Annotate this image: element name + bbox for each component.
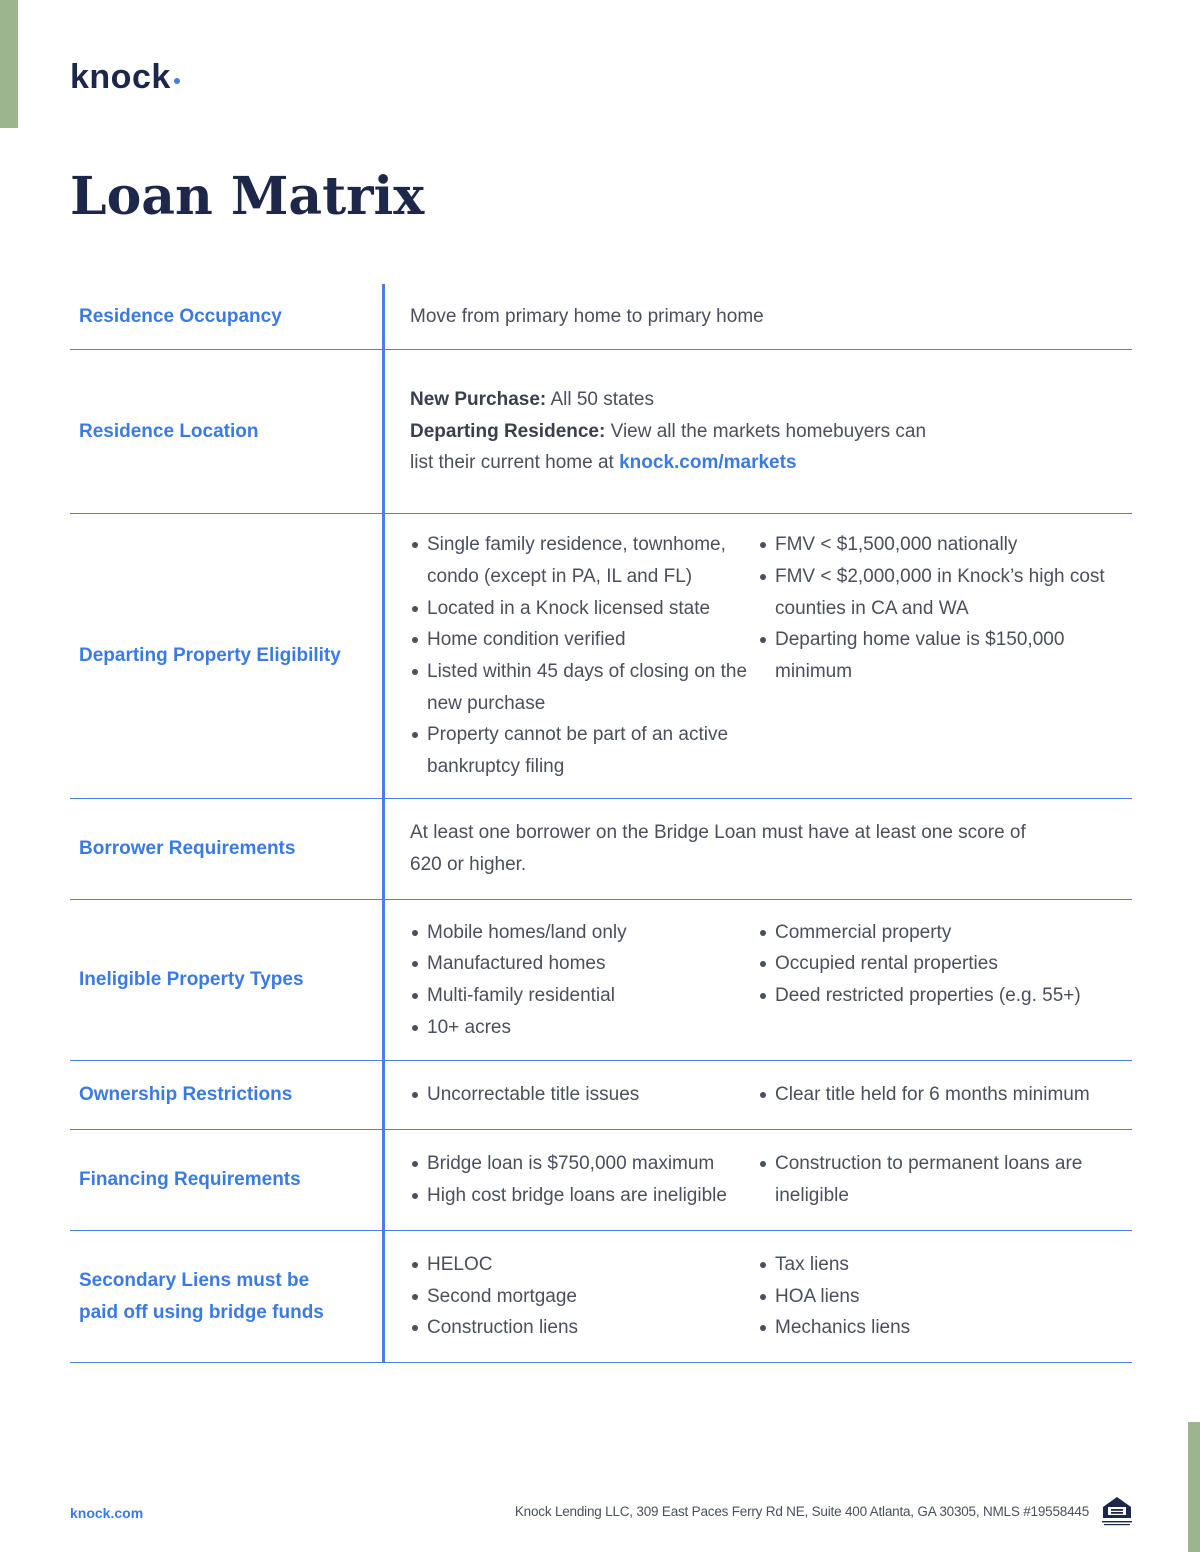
list-item: Property cannot be part of an active bankruptcy filing [410, 719, 758, 782]
list-item: Located in a Knock licensed state [410, 593, 758, 625]
bullet-list [410, 1079, 758, 1111]
loan-matrix-table [70, 284, 1132, 1363]
new-purchase-label: New Purchase: [410, 388, 547, 410]
list-item: Mobile homes/land only [410, 917, 758, 949]
logo-dot-icon [174, 78, 180, 84]
list-item: HELOC [410, 1249, 758, 1281]
bullet-list [410, 529, 758, 783]
row-label [70, 1265, 383, 1329]
row-label: Financing Requirements [79, 1169, 301, 1190]
departing-text: View all the markets homebuyers can [610, 420, 927, 442]
green-accent-tab-bottom [1188, 1422, 1200, 1552]
list-item: Mechanics liens [758, 1312, 1132, 1344]
list-item: Listed within 45 days of closing on the new purchase [410, 656, 758, 719]
row-label-line-2: paid off using bridge funds [79, 1301, 324, 1323]
bullet-list [758, 1079, 1132, 1111]
row-borrower-requirements [70, 799, 1132, 900]
list-item: Tax liens [758, 1249, 1132, 1281]
row-label: Departing Property Eligibility [79, 645, 341, 666]
list-item: FMV < $2,000,000 in Knock’s high cost counties in CA and WA [758, 561, 1132, 624]
row-content [383, 917, 1132, 1044]
list-item: Multi-family residential [410, 980, 758, 1012]
row-label-line-1: Secondary Liens must be [79, 1269, 310, 1291]
row-secondary-liens [70, 1231, 1132, 1363]
row-content [383, 1249, 1132, 1344]
bullet-list [410, 1148, 758, 1211]
footer-website-link[interactable]: knock.com [70, 1505, 144, 1521]
row-label: Borrower Requirements [79, 838, 296, 859]
list-item: Manufactured homes [410, 948, 758, 980]
row-content [383, 529, 1132, 783]
list-item: Single family residence, townhome, condo (except in PA, IL and FL) [410, 529, 758, 592]
bullet-list [410, 1249, 758, 1344]
page-title: Loan Matrix [70, 166, 425, 227]
logo-text: knock [70, 58, 171, 96]
row-label: Residence Location [79, 420, 259, 442]
column-divider [382, 284, 385, 1363]
row-label: Ownership Restrictions [79, 1084, 293, 1105]
bullet-list [758, 1249, 1132, 1344]
bullet-list [758, 529, 1132, 688]
bullet-list [410, 917, 758, 1044]
list-item: 10+ acres [410, 1012, 758, 1044]
list-item: Uncorrectable title issues [410, 1079, 758, 1111]
list-item: Second mortgage [410, 1281, 758, 1313]
list-item: Occupied rental properties [758, 948, 1132, 980]
new-purchase-value: All 50 states [550, 388, 654, 410]
markets-link[interactable]: knock.com/markets [619, 452, 797, 474]
list-item: Construction liens [410, 1312, 758, 1344]
list-item: HOA liens [758, 1281, 1132, 1313]
borrower-text-line-2: 620 or higher. [410, 854, 527, 875]
row-ownership-restrictions [70, 1061, 1132, 1130]
list-item: High cost bridge loans are ineligible [410, 1180, 758, 1212]
list-item: Home condition verified [410, 624, 758, 656]
row-ineligible-property-types [70, 900, 1132, 1061]
knock-logo [70, 58, 180, 97]
list-item: Deed restricted properties (e.g. 55+) [758, 980, 1132, 1012]
list-item: Clear title held for 6 months minimum [758, 1079, 1132, 1111]
bullet-list [758, 917, 1132, 1012]
footer-address: Knock Lending LLC, 309 East Paces Ferry Rd NE, Suite 400 Atlanta, GA 30305, NMLS #19558445 [514, 1504, 1089, 1519]
row-content [383, 1079, 1132, 1111]
departing-text-cont: list their current home at [410, 452, 614, 474]
row-financing-requirements [70, 1130, 1132, 1231]
list-item: FMV < $1,500,000 nationally [758, 529, 1132, 561]
row-content [383, 817, 1132, 880]
row-content [383, 1148, 1132, 1211]
departing-residence-label: Departing Residence: [410, 420, 606, 442]
row-residence-location [70, 350, 1132, 514]
row-label: Ineligible Property Types [79, 969, 304, 990]
list-item: Departing home value is $150,000 minimum [758, 624, 1132, 687]
bullet-list [758, 1148, 1132, 1211]
row-content: Move from primary home to primary home [410, 305, 764, 327]
green-accent-tab-top [0, 0, 18, 128]
row-residence-occupancy [70, 284, 1132, 350]
list-item: Bridge loan is $750,000 maximum [410, 1148, 758, 1180]
borrower-text-line-1: At least one borrower on the Bridge Loan must have at least one score of [410, 822, 1026, 844]
list-item: Construction to permanent loans are ineligible [758, 1148, 1132, 1211]
row-departing-property-eligibility [70, 514, 1132, 799]
row-content [383, 384, 1132, 479]
row-label: Residence Occupancy [79, 305, 282, 327]
list-item: Commercial property [758, 917, 1132, 949]
equal-housing-opportunity-icon [1100, 1494, 1134, 1528]
